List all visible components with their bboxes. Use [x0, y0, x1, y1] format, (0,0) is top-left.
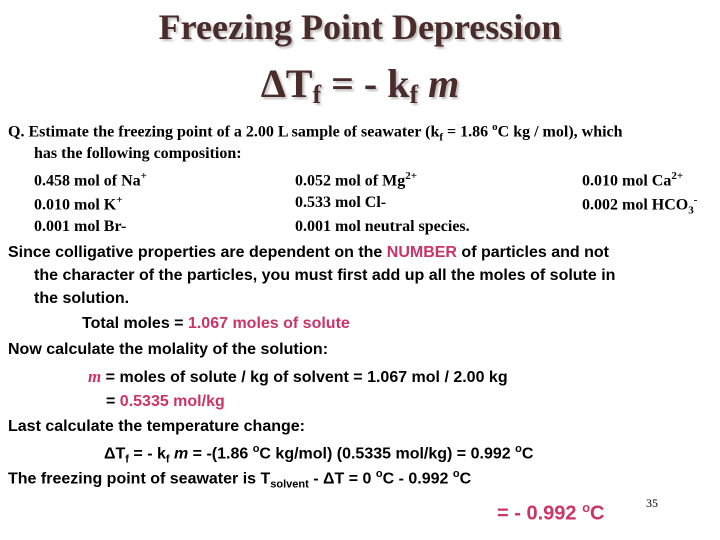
fp-o2: o: [452, 468, 460, 480]
temp-eq-b: C kg/mol) (0.5335 mol/kg) = 0.992: [259, 445, 516, 463]
molality-intro: Now calculate the molality of the solution:: [8, 341, 329, 358]
ca-sup: 2+: [671, 170, 684, 182]
formula-m: m: [418, 61, 460, 106]
page-number: 35: [646, 496, 658, 510]
final-o: o: [582, 500, 591, 515]
composition-hco3: [582, 194, 697, 217]
temp-o2: o: [515, 443, 522, 455]
p1-a: Since colligative properties are dependent on the: [8, 244, 387, 261]
total-value: 1.067 moles of solute: [187, 315, 350, 332]
formula-f-sub: f: [312, 80, 322, 109]
number-highlight: NUMBER: [386, 244, 457, 261]
mg-text: 0.052 mol of Mg: [295, 172, 406, 190]
temp-t: T: [115, 445, 126, 463]
page-title: Freezing Point Depression: [158, 7, 562, 47]
hco-sup: -: [693, 194, 698, 206]
hco-text: 0.002 mol HCO: [582, 196, 689, 214]
temp-f-sub: f: [125, 453, 129, 466]
molality-eq-sign: =: [106, 393, 120, 410]
temp-delta-symbol: Δ: [104, 445, 116, 463]
temp-eq-a: = -(1.86: [188, 445, 253, 463]
k-sup: +: [116, 194, 123, 206]
formula-t: T: [285, 61, 313, 106]
temp-f-sub2: f: [165, 453, 170, 466]
q1-sub: f: [439, 131, 444, 144]
fp-a: The freezing point of seawater is T: [8, 470, 271, 488]
na-text: 0.458 mol of Na: [34, 172, 141, 190]
k-text: 0.010 mol K: [34, 196, 117, 214]
molality-result-line: [106, 393, 225, 411]
q1-text-b: = 1.86: [443, 123, 493, 141]
temp-mid: = - k: [128, 445, 166, 463]
total-label: Total moles =: [82, 315, 188, 332]
paragraph-1-line-1: [8, 244, 609, 262]
fp-b: -: [308, 470, 323, 488]
fp-e: C: [459, 470, 472, 488]
fp-c: T = 0: [334, 470, 376, 488]
composition-br: 0.001 mol Br-: [34, 218, 127, 235]
molality-result: 0.5335 mol/kg: [119, 393, 225, 410]
mg-sup: 2+: [405, 170, 417, 182]
p1-b: of particles and not: [456, 244, 609, 261]
molality-equation: [88, 367, 508, 387]
freezing-point-line: [8, 468, 471, 491]
q1-text: Q. Estimate the freezing point of a 2.00 L sample of seawater (k: [8, 123, 440, 141]
temp-m: m: [169, 445, 189, 463]
hco-sub: 3: [688, 204, 694, 217]
temperature-intro: Last calculate the temperature change:: [8, 418, 305, 435]
final-answer: [497, 500, 604, 526]
composition-mg: [295, 170, 417, 190]
composition-na: [34, 170, 147, 190]
formula-heading: [0, 60, 720, 110]
paragraph-1-line-3: the solution.: [34, 290, 130, 307]
composition-neutral: 0.001 mol neutral species.: [295, 218, 470, 235]
fp-d: C - 0.992: [382, 470, 453, 488]
q1-sup: o: [492, 121, 498, 133]
na-sup: +: [140, 170, 147, 182]
molality-eq: = moles of solute / kg of solvent = 1.067 mol / 2.00 kg: [101, 369, 508, 386]
composition-ca: [582, 170, 683, 190]
total-moles-line: [82, 315, 350, 333]
molality-m: m: [88, 367, 102, 386]
fp-delta-symbol: Δ: [323, 470, 335, 488]
final-c: C: [590, 502, 605, 525]
fp-o1: o: [375, 468, 383, 480]
formula-middle: = - k: [321, 61, 410, 106]
fp-sub: solvent: [270, 478, 309, 491]
delta-symbol: Δ: [260, 61, 286, 106]
question-line-2: has the following composition:: [34, 145, 242, 162]
q1-text-c: C kg / mol), which: [497, 123, 623, 141]
paragraph-1-line-2: the character of the particles, you must first add up all the moles of solute in: [34, 267, 616, 284]
temperature-equation: [104, 443, 533, 466]
question-line-1: [8, 121, 623, 144]
ca-text: 0.010 mol Ca: [582, 172, 672, 190]
final-a: = - 0.992: [497, 502, 583, 525]
temp-o1: o: [252, 443, 260, 455]
temp-eq-c: C: [521, 445, 534, 463]
composition-k: [34, 194, 123, 214]
formula-f-sub2: f: [409, 80, 419, 109]
composition-cl: 0.533 mol Cl-: [295, 194, 387, 211]
